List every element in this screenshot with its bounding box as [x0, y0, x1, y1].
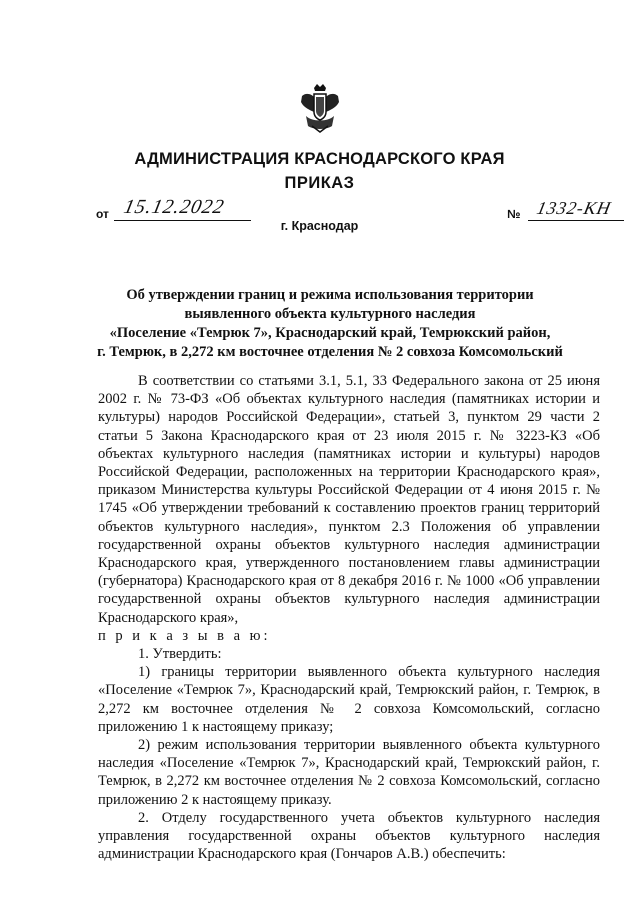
date-handwritten: 15.12.2022	[121, 196, 227, 218]
document-type: ПРИКАЗ	[284, 174, 355, 192]
number-handwritten: 1332-КН	[534, 198, 614, 218]
prikazyvayu: п р и к а з ы в а ю:	[98, 627, 271, 644]
item-1: 1. Утвердить:	[138, 646, 222, 663]
city: г. Краснодар	[280, 219, 359, 233]
title-line: выявленного объекта культурного наследия	[184, 306, 476, 322]
title-line: «Поселение «Темрюк 7», Краснодарский край, Темрюкский район,	[109, 325, 551, 341]
coat-of-arms-icon	[298, 82, 342, 134]
order-body	[98, 372, 600, 863]
item-1-1: 1) границы территории выявленного объекта культурного наследия «Поселение «Темрюк 7», Краснодарский край, Темрюкский район, г. Темрюк, в 2,272 км восточнее отделения № 2 совхоза Комсомольский, согласно приложению 1 к настоящему приказу;	[98, 664, 600, 735]
order-title	[60, 286, 600, 362]
item-2: 2. Отделу государственного учета объектов культурного наследия управления государственной охраны объектов культурного наследия администрации Краснодарского края (Гончаров А.В.) обеспечить:	[98, 809, 600, 863]
date-prefix: от	[96, 207, 109, 221]
item-1-2: 2) режим использования территории выявленного объекта культурного наследия «Поселение «Темрюк 7», Краснодарский край, Темрюкский район, г. Темрюк, в 2,272 км восточнее отделения № 2 совхоза Комсомольский, согласно приложению 2 к настоящему приказу.	[98, 737, 600, 808]
preamble-paragraph: В соответствии со статьями 3.1, 5.1, 33 Федерального закона от 25 июня 2002 г. № 73-ФЗ «Об объектах культурного наследия (памятниках истории и культуры) народов Российской Федерации», статьей 3, пунктом 29 части 2 статьи 5 Закона Краснодарского края от 23 июля 2015 г. № 3223-КЗ «Об объектах культурного наследия (памятниках истории и культуры) народов Российской Федерации, расположенных на территории Краснодарского края», приказом Министерства культуры Российской Федерации от 4 июня 2015 г. № 1745 «Об утверждении требований к составлению проектов границ территорий объектов культурного наследия», пунктом 2.3 Положения об управлении государственной охраны объектов культурного наследия администрации Краснодарского края, утвержденного постановлением главы администрации (губернатора) Краснодарского края от 8 декабря 2016 г. № 1000 «Об управлении государственной охраны объектов культурного наследия администрации Краснодарского края»,	[98, 373, 600, 626]
title-line: Об утверждении границ и режима использования территории	[126, 287, 534, 303]
number-prefix: №	[507, 207, 521, 221]
organization-name: АДМИНИСТРАЦИЯ КРАСНОДАРСКОГО КРАЯ	[134, 150, 505, 168]
title-line: г. Темрюк, в 2,272 км восточнее отделения № 2 совхоза Комсомольский	[97, 344, 563, 360]
